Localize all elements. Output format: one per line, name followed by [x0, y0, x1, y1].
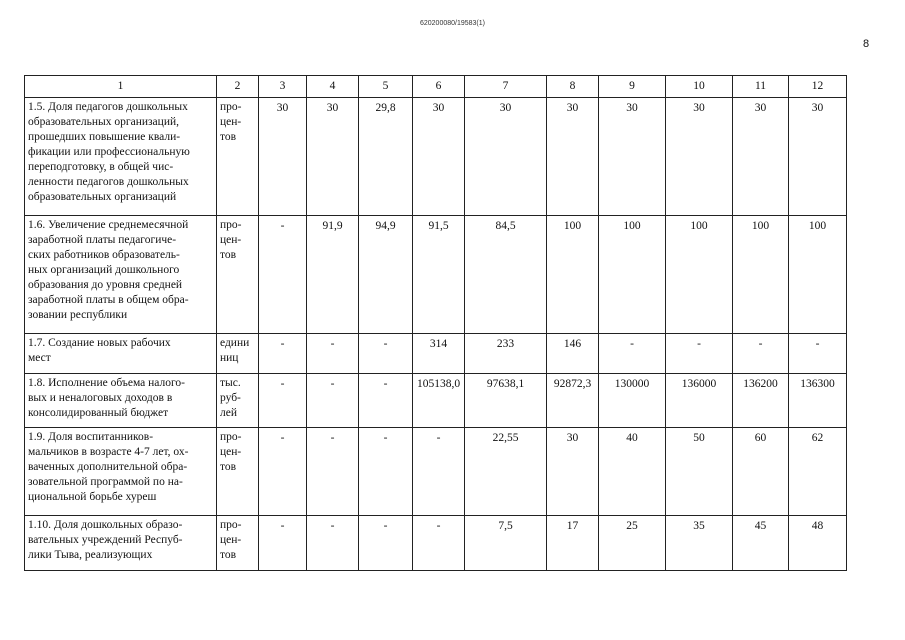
description-line: 1.8. Исполнение объема налого-	[28, 377, 185, 389]
value-cell: -	[359, 334, 413, 374]
column-header: 4	[307, 76, 359, 98]
value-cell: 314	[413, 334, 465, 374]
unit-line: тов	[220, 461, 237, 473]
value-cell: -	[259, 334, 307, 374]
value-cell: 30	[789, 98, 847, 216]
value-cell: 7,5	[465, 516, 547, 571]
description-line: мальчиков в возрасте 4-7 лет, ох-	[28, 446, 189, 458]
value-cell: 30	[547, 98, 599, 216]
value-cell: -	[259, 374, 307, 428]
indicator-description	[25, 428, 217, 516]
indicator-description	[25, 334, 217, 374]
table-row	[25, 216, 847, 334]
unit-line: про-	[220, 101, 242, 113]
value-cell: 22,55	[465, 428, 547, 516]
description-line: переподготовку, в общей чис-	[28, 161, 174, 173]
value-cell: -	[259, 516, 307, 571]
table-row	[25, 374, 847, 428]
description-line: заработной платы педагогиче-	[28, 234, 177, 246]
value-cell: -	[307, 374, 359, 428]
value-cell: 146	[547, 334, 599, 374]
unit-line: про-	[220, 519, 242, 531]
description-line: образовательных организаций,	[28, 116, 179, 128]
indicators-table	[24, 75, 847, 571]
value-cell: 100	[599, 216, 666, 334]
unit-line: тов	[220, 249, 237, 261]
value-cell: -	[789, 334, 847, 374]
value-cell: 45	[733, 516, 789, 571]
value-cell: 30	[733, 98, 789, 216]
value-cell: 136300	[789, 374, 847, 428]
value-cell: 136000	[666, 374, 733, 428]
description-line: ных организаций дошкольного	[28, 264, 180, 276]
description-line: циональной борьбе хуреш	[28, 491, 157, 503]
value-cell: 100	[733, 216, 789, 334]
description-line: ленности педагогов дошкольных	[28, 176, 189, 188]
description-line: 1.5. Доля педагогов дошкольных	[28, 101, 188, 113]
unit-cell	[217, 428, 259, 516]
description-line: 1.7. Создание новых рабочих	[28, 337, 171, 349]
value-cell: 25	[599, 516, 666, 571]
unit-cell	[217, 216, 259, 334]
unit-cell	[217, 374, 259, 428]
value-cell: 100	[547, 216, 599, 334]
description-line: фикации или профессиональную	[28, 146, 190, 158]
unit-line: тыс.	[220, 377, 241, 389]
column-header: 9	[599, 76, 666, 98]
value-cell: -	[259, 428, 307, 516]
value-cell: -	[413, 428, 465, 516]
column-header: 12	[789, 76, 847, 98]
value-cell: -	[359, 516, 413, 571]
value-cell: 136200	[733, 374, 789, 428]
description-line: вых и неналоговых доходов в	[28, 392, 173, 404]
column-header: 8	[547, 76, 599, 98]
value-cell: 91,9	[307, 216, 359, 334]
value-cell: 48	[789, 516, 847, 571]
value-cell: -	[359, 428, 413, 516]
column-header: 3	[259, 76, 307, 98]
description-line: лики Тыва, реализующих	[28, 549, 153, 561]
value-cell: 17	[547, 516, 599, 571]
description-line: консолидированный бюджет	[28, 407, 169, 419]
value-cell: 60	[733, 428, 789, 516]
description-line: образовательных организаций	[28, 191, 177, 203]
unit-line: про-	[220, 431, 242, 443]
description-line: мест	[28, 352, 51, 364]
value-cell: 100	[666, 216, 733, 334]
table-row	[25, 98, 847, 216]
value-cell: 62	[789, 428, 847, 516]
value-cell: 92872,3	[547, 374, 599, 428]
unit-line: тов	[220, 131, 237, 143]
column-header: 1	[25, 76, 217, 98]
indicator-description	[25, 98, 217, 216]
description-line: зовательной программой по на-	[28, 476, 183, 488]
table-row	[25, 428, 847, 516]
unit-cell	[217, 334, 259, 374]
unit-line: тов	[220, 549, 237, 561]
value-cell: 30	[307, 98, 359, 216]
value-cell: -	[307, 516, 359, 571]
value-cell: -	[359, 374, 413, 428]
value-cell: 29,8	[359, 98, 413, 216]
unit-line: цен-	[220, 534, 242, 546]
description-line: 1.10. Доля дошкольных образо-	[28, 519, 183, 531]
unit-line: про-	[220, 219, 242, 231]
column-header: 11	[733, 76, 789, 98]
value-cell: -	[307, 334, 359, 374]
description-line: 1.6. Увеличение среднемесячной	[28, 219, 189, 231]
description-line: ских работников образователь-	[28, 249, 180, 261]
indicator-description	[25, 516, 217, 571]
document-id: 620200080/19583(1)	[419, 20, 485, 27]
column-header: 5	[359, 76, 413, 98]
description-line: образования до уровня средней	[28, 279, 183, 291]
page-number: 8	[863, 38, 870, 50]
unit-cell	[217, 516, 259, 571]
unit-line: цен-	[220, 234, 242, 246]
description-line: заработной платы в общем обра-	[28, 294, 189, 306]
table-row	[25, 334, 847, 374]
unit-line: цен-	[220, 446, 242, 458]
unit-line: лей	[220, 407, 237, 419]
column-header: 6	[413, 76, 465, 98]
value-cell: 97638,1	[465, 374, 547, 428]
value-cell: 40	[599, 428, 666, 516]
description-line: вательных учреждений Респуб-	[28, 534, 183, 546]
unit-line: цен-	[220, 116, 242, 128]
value-cell: 233	[465, 334, 547, 374]
indicator-description	[25, 374, 217, 428]
value-cell: 30	[547, 428, 599, 516]
value-cell: -	[666, 334, 733, 374]
value-cell: 30	[259, 98, 307, 216]
value-cell: 30	[666, 98, 733, 216]
unit-line: руб-	[220, 392, 241, 404]
value-cell: -	[307, 428, 359, 516]
value-cell: 130000	[599, 374, 666, 428]
value-cell: -	[259, 216, 307, 334]
value-cell: -	[413, 516, 465, 571]
value-cell: 30	[599, 98, 666, 216]
header-row	[25, 76, 847, 98]
description-line: 1.9. Доля воспитанников-	[28, 431, 154, 443]
value-cell: 105138,0	[413, 374, 465, 428]
column-header: 2	[217, 76, 259, 98]
description-line: зовании республики	[28, 309, 128, 321]
value-cell: -	[599, 334, 666, 374]
indicator-description	[25, 216, 217, 334]
value-cell: 30	[413, 98, 465, 216]
value-cell: 35	[666, 516, 733, 571]
unit-cell	[217, 98, 259, 216]
value-cell: 84,5	[465, 216, 547, 334]
value-cell: 94,9	[359, 216, 413, 334]
description-line: прошедших повышение квали-	[28, 131, 181, 143]
unit-line: едини	[220, 337, 250, 349]
value-cell: 100	[789, 216, 847, 334]
value-cell: 91,5	[413, 216, 465, 334]
column-header: 10	[666, 76, 733, 98]
column-header: 7	[465, 76, 547, 98]
table-row	[25, 516, 847, 571]
unit-line: ниц	[220, 352, 239, 364]
value-cell: 50	[666, 428, 733, 516]
description-line: ваченных дополнительной обра-	[28, 461, 188, 473]
value-cell: 30	[465, 98, 547, 216]
value-cell: -	[733, 334, 789, 374]
